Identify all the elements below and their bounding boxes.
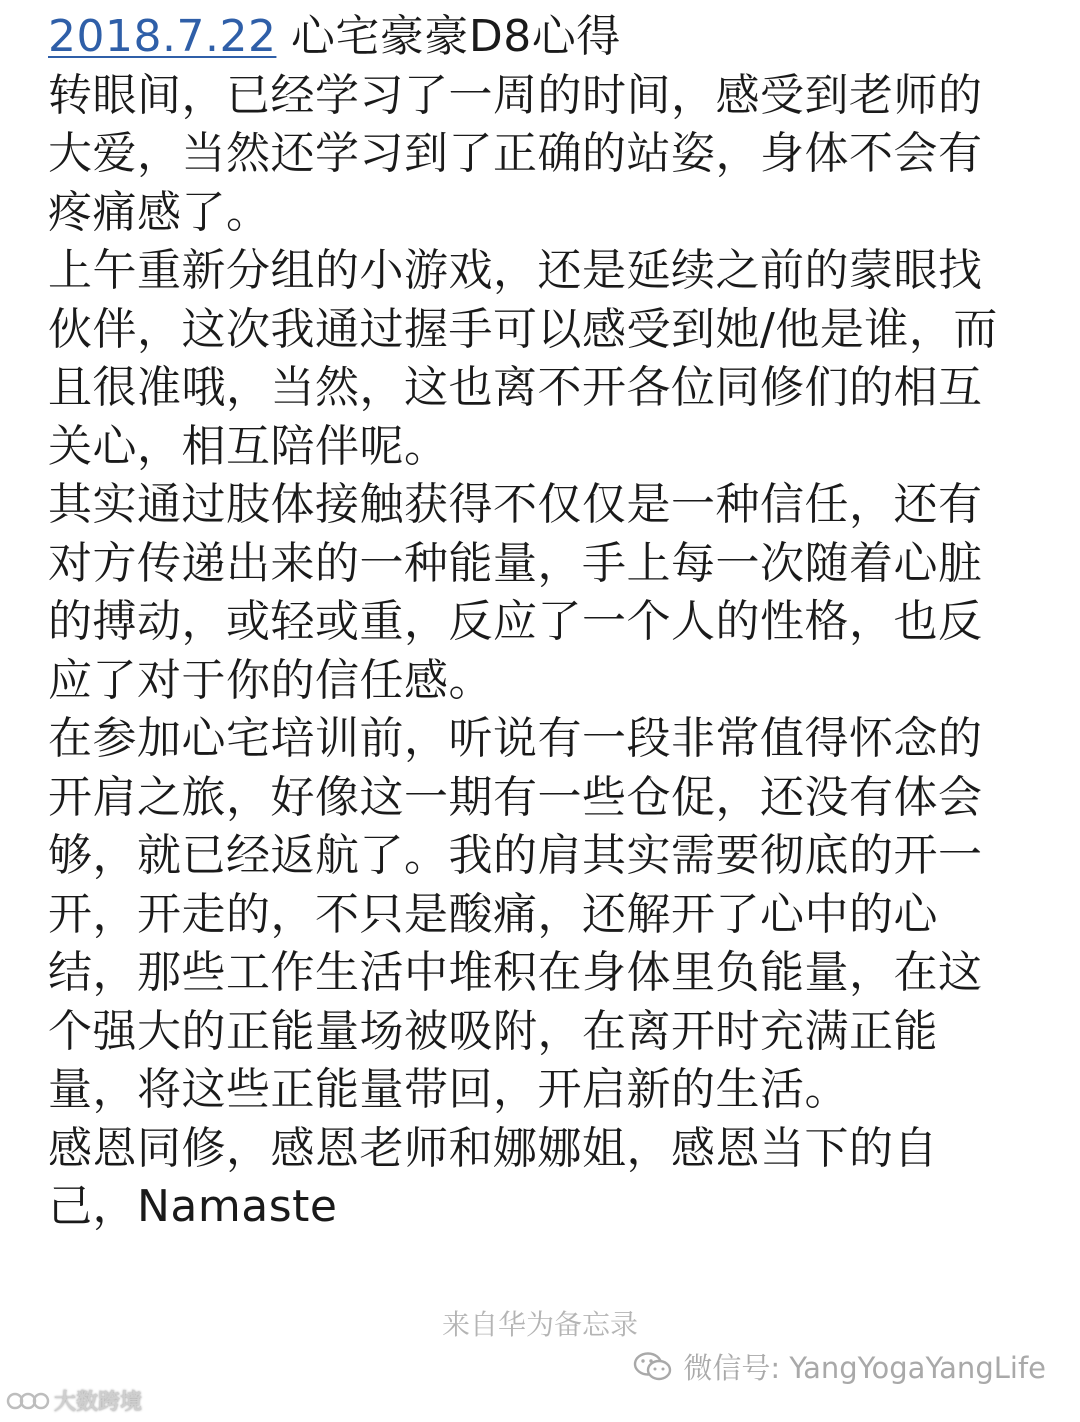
note-line: 其实通过肢体接触获得不仅仅是一种信任，还有 [48,479,983,530]
note-line: 在参加心宅培训前，听说有一段非常值得怀念的 [48,713,983,764]
note-line: 的搏动，或轻或重，反应了一个人的性格，也反 [48,596,983,647]
note-line: 上午重新分组的小游戏，还是延续之前的蒙眼找 [48,245,983,296]
corner-logo-text: 大数跨境 [54,1390,143,1415]
note-line: 疼痛感了。 [48,186,271,238]
note-body [48,8,1048,1237]
corner-watermark [6,1385,142,1416]
wechat-id-text: 微信号: YangYogaYangLife [683,1351,1046,1385]
note-text [48,67,1048,1237]
note-line: 转眼间，已经学习了一周的时间，感受到老师的 [48,69,983,121]
note-source-label: 来自华为备忘录 [441,1308,638,1341]
note-title [48,8,1048,67]
logo-icon [6,1388,50,1414]
wechat-watermark [633,1346,1046,1387]
note-line: 感恩同修，感恩老师和娜娜姐，感恩当下的自 [48,1122,938,1174]
note-line: 开，开走的，不只是酸痛，还解开了心中的心 [48,888,938,940]
note-line: 应了对于你的信任感。 [48,654,493,706]
note-line: 且很准哦，当然，这也离不开各位同修们的相互 [48,362,983,413]
note-line: 够，就已经返航了。我的肩其实需要彻底的开一 [48,830,983,881]
date-link[interactable]: 2018.7.22 [48,11,277,62]
note-line: 关心，相互陪伴呢。 [48,420,449,472]
note-line: 对方传递出来的一种能量，手上每一次随着心脏 [48,537,983,589]
note-line: 己，Namaste [48,1181,338,1232]
note-line: 量，将这些正能量带回，开启新的生活。 [48,1064,849,1115]
note-line: 伙伴，这次我通过握手可以感受到她/他是谁，而 [48,303,998,355]
wechat-icon [633,1351,673,1383]
note-line: 个强大的正能量场被吸附，在离开时充满正能 [48,1005,938,1057]
note-line: 结，那些工作生活中堆积在身体里负能量，在这 [48,947,983,998]
note-line: 大爱，当然还学习到了正确的站姿，身体不会有 [48,128,983,179]
note-line: 开肩之旅，好像这一期有一些仓促，还没有体会 [48,771,983,823]
note-title-text: 心宅豪豪D8心得 [276,11,621,62]
